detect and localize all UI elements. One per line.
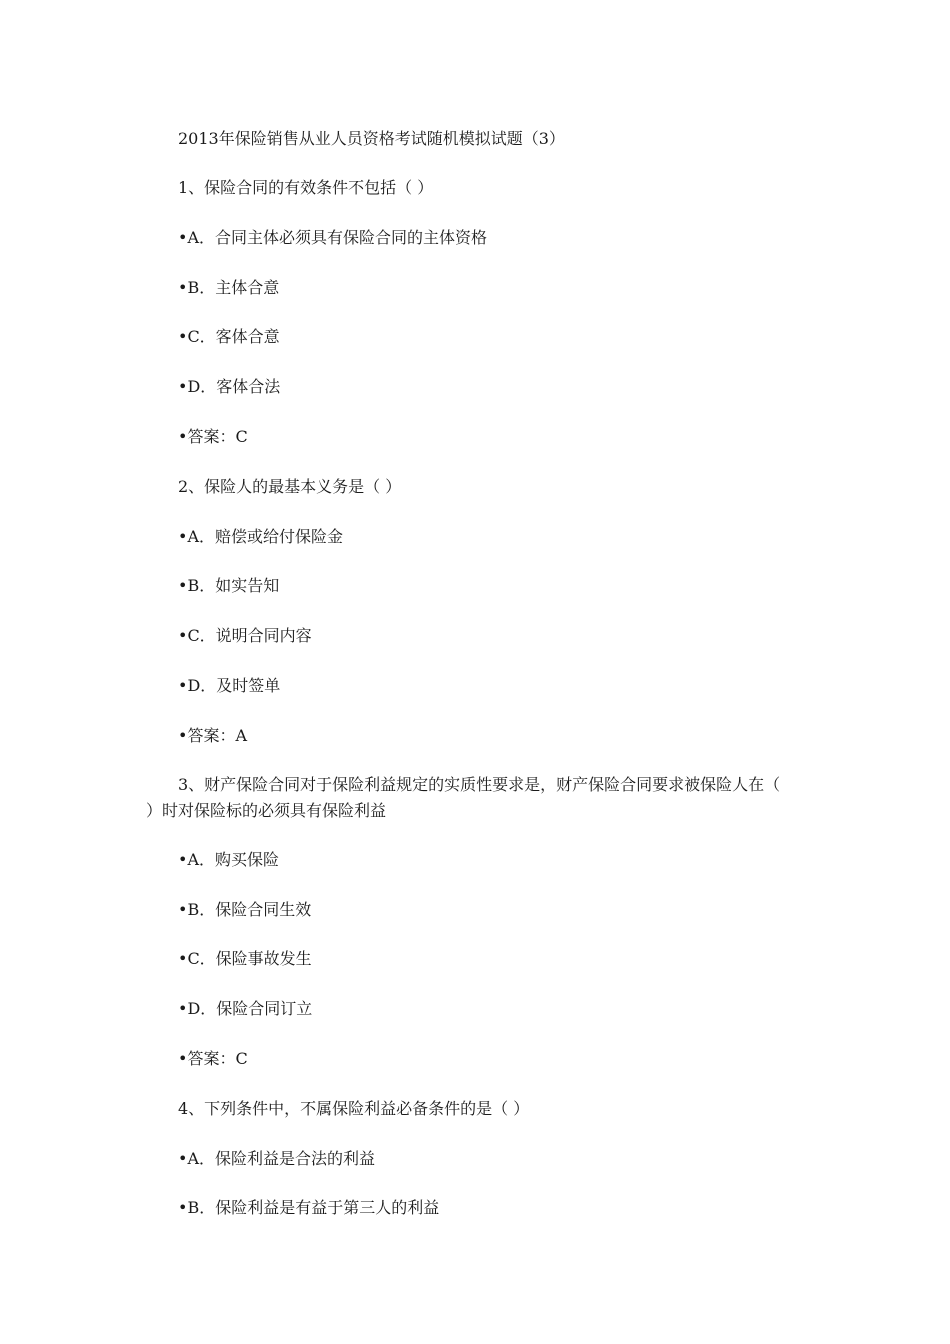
question-3-stem-line-2: ）时对保险标的必须具有保险利益 <box>146 801 387 820</box>
question-2-answer: •答案：A <box>178 726 247 745</box>
question-3-option-d: •D．保险合同订立 <box>178 999 313 1018</box>
question-1-option-a: •A．合同主体必须具有保险合同的主体资格 <box>178 228 487 247</box>
question-1-answer: •答案：C <box>178 427 248 446</box>
question-1-option-c: •C．客体合意 <box>178 327 280 346</box>
question-3-stem-line-1: 3、财产保险合同对于保险利益规定的实质性要求是，财产保险合同要求被保险人在（ <box>178 775 781 794</box>
question-4-option-b: •B．保险利益是有益于第三人的利益 <box>178 1198 440 1217</box>
question-3-option-c: •C．保险事故发生 <box>178 949 312 968</box>
question-3-option-b: •B．保险合同生效 <box>178 900 312 919</box>
question-1-option-b: •B．主体合意 <box>178 278 280 297</box>
question-2-option-c: •C．说明合同内容 <box>178 626 312 645</box>
question-1-option-d: •D．客体合法 <box>178 377 281 396</box>
question-1-stem: 1、保险合同的有效条件不包括（ ） <box>178 178 434 197</box>
document-title: 2013年保险销售从业人员资格考试随机模拟试题（3） <box>178 129 565 148</box>
question-4-option-a: •A．保险利益是合法的利益 <box>178 1149 375 1168</box>
question-2-stem: 2、保险人的最基本义务是（ ） <box>178 477 402 496</box>
question-2-option-b: •B．如实告知 <box>178 576 280 595</box>
question-2-option-d: •D．及时签单 <box>178 676 281 695</box>
question-3-answer: •答案：C <box>178 1049 248 1068</box>
question-3-option-a: •A．购买保险 <box>178 850 279 869</box>
question-2-option-a: •A．赔偿或给付保险金 <box>178 527 343 546</box>
question-4-stem: 4、下列条件中，不属保险利益必备条件的是（ ） <box>178 1099 530 1118</box>
